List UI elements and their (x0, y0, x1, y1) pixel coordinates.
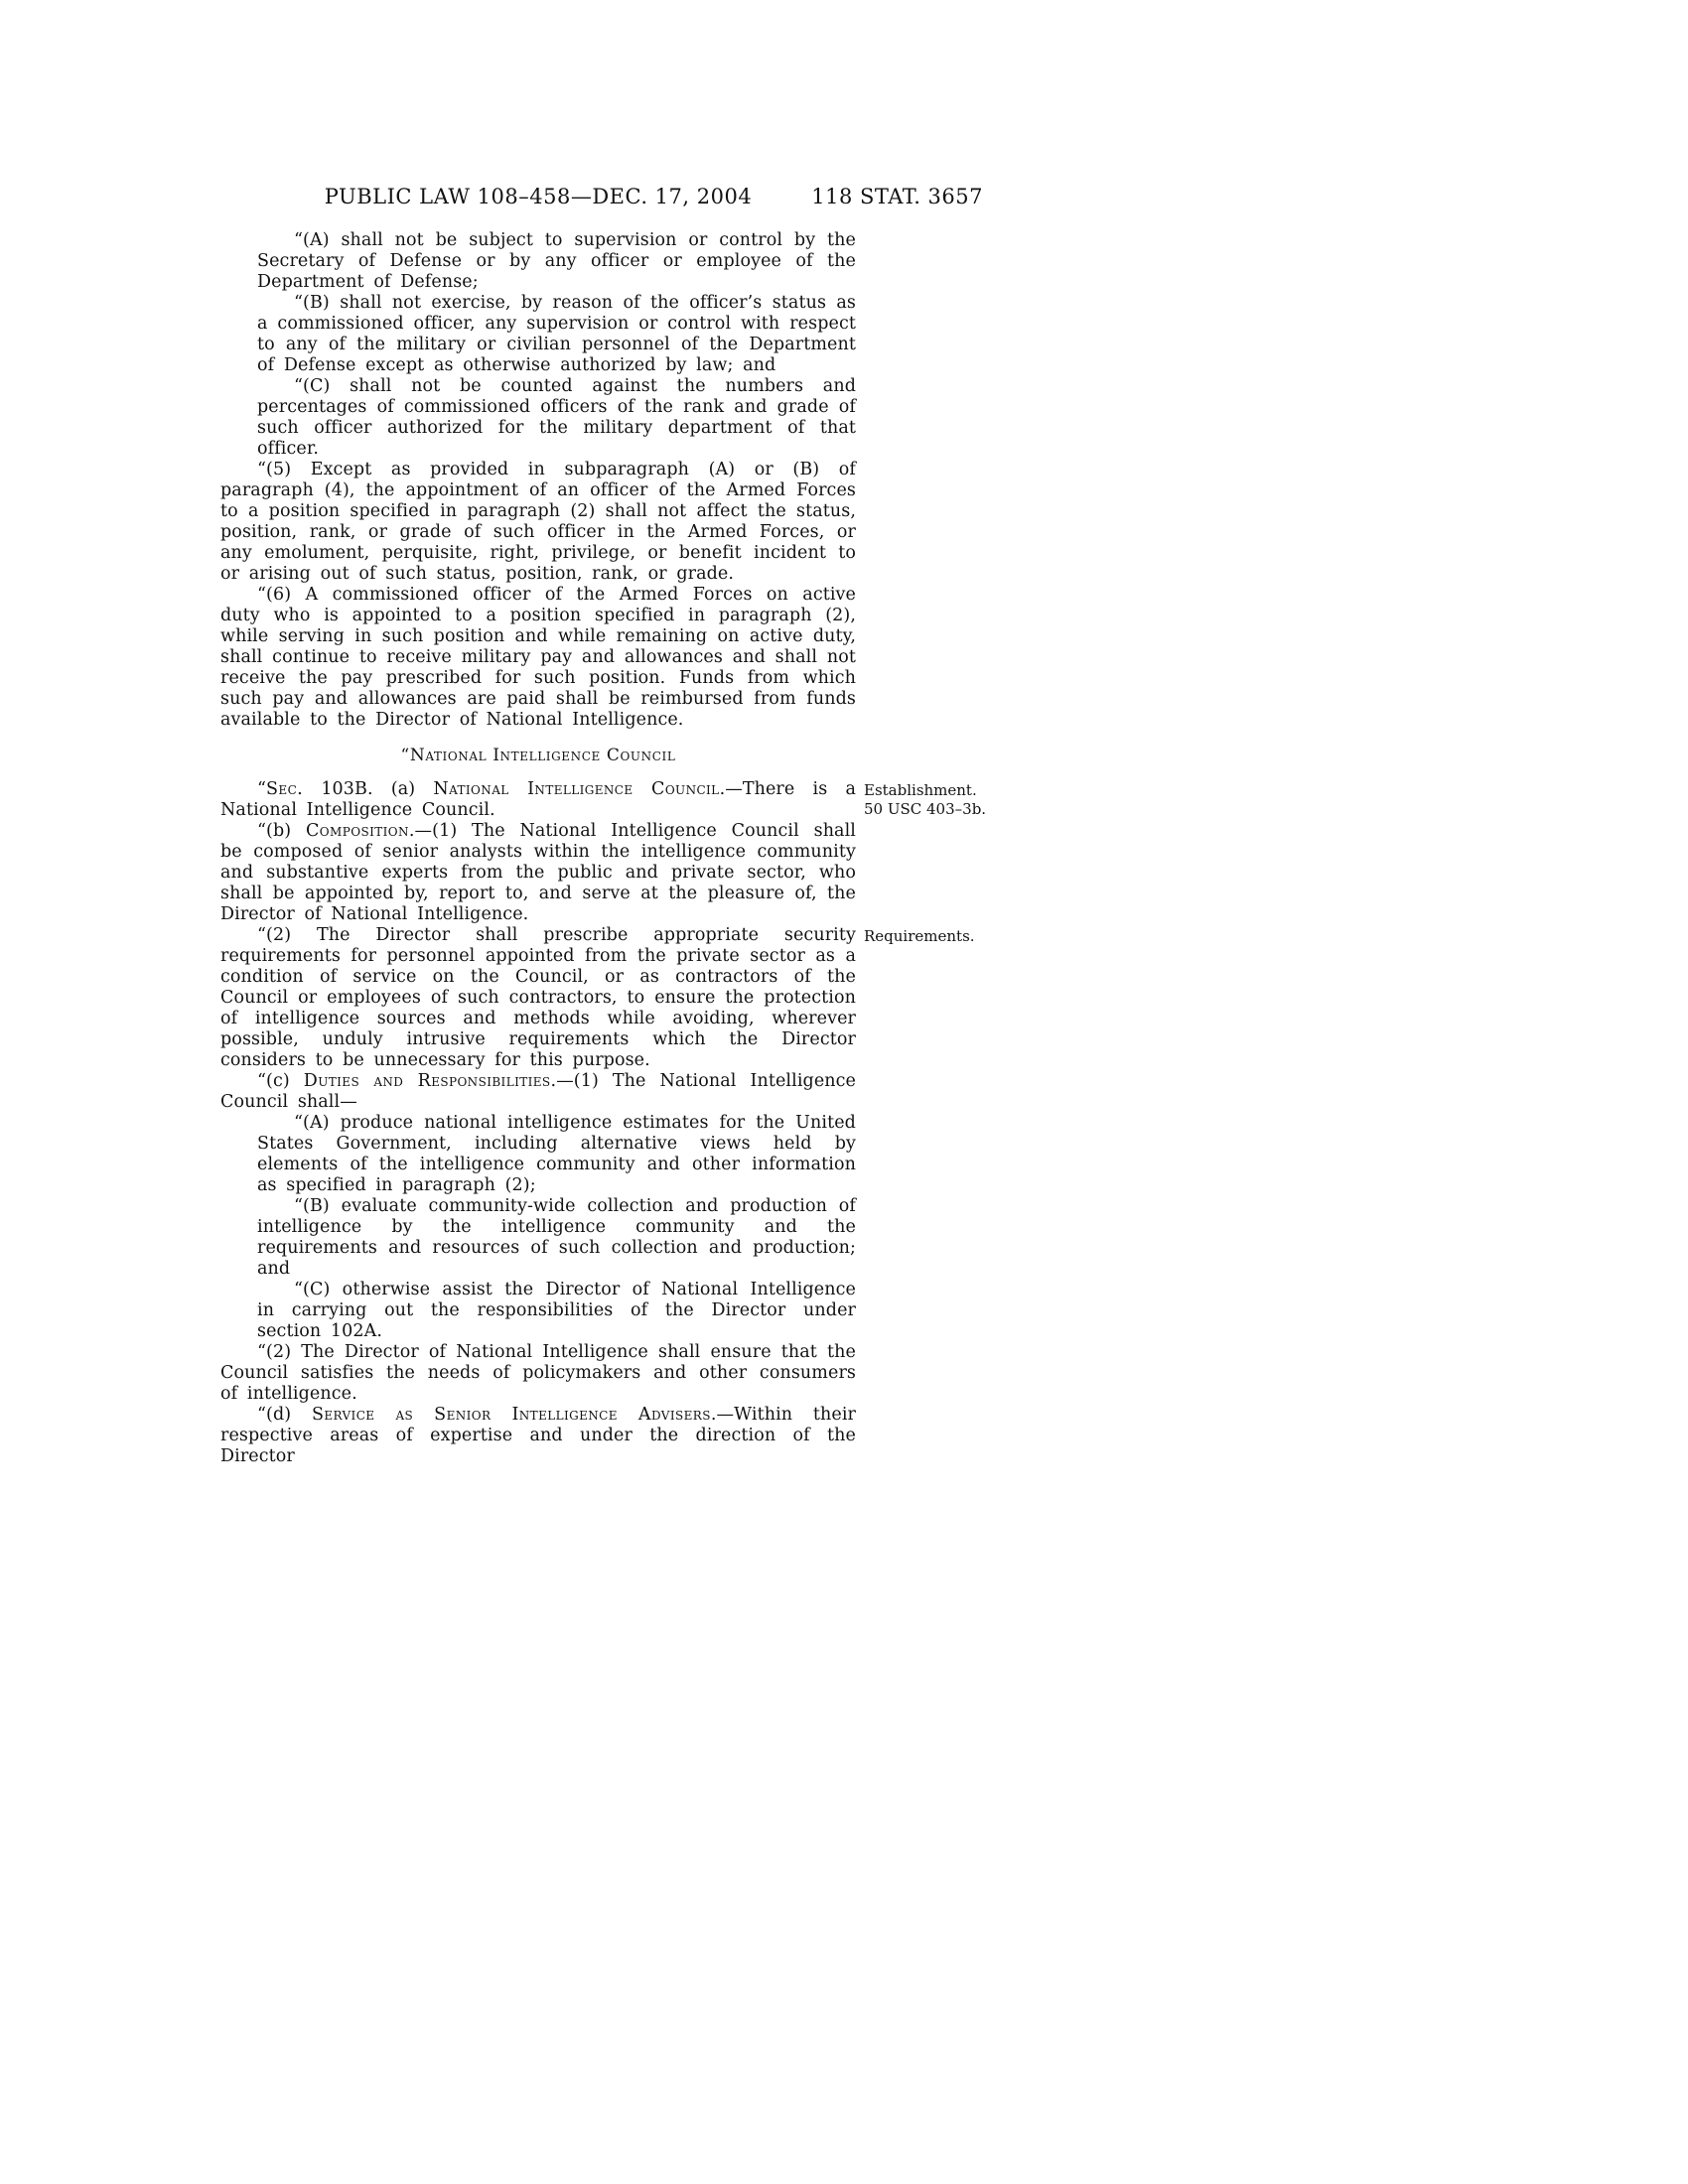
paragraph (257, 376, 856, 460)
text-run: “(C) otherwise assist the Director of National Intelligence in carrying out the responsibilities of the Director under section 102A. (257, 1280, 856, 1341)
margin-note (864, 781, 1013, 818)
text-run: 103B. (a) (303, 779, 434, 799)
page-header (220, 185, 983, 210)
section-heading: “National Intelligence Council (400, 746, 676, 765)
text-run: “(A) produce national intelligence estimates for the United States Government, including alternative views held by elements of the intelligence community and other information as specified in paragraph (2); (257, 1113, 856, 1195)
text-run: “(c) (257, 1071, 304, 1091)
text-run: “(A) shall not be subject to supervision or control by the Secretary of Defense or by any officer or employee of the Department of Defense; (257, 230, 856, 292)
paragraph (257, 1196, 856, 1280)
text-run: Service as Senior Intelligence Advisers (311, 1405, 711, 1425)
paragraph (220, 821, 856, 925)
paragraph (220, 925, 975, 1071)
law-title: PUBLIC LAW 108–458—DEC. 17, 2004 (324, 185, 753, 208)
text-run: National Intelligence Council (433, 779, 720, 799)
text-run: Duties and Responsibilities (303, 1071, 551, 1091)
text-run: “(2) The Director shall prescribe appropriate security requirements for personnel appointed from the private sector as a condition of service on the Council, or as contractors of the Council or employees of such contractors, to ensure the protection of intelligence sources and methods while avoiding, wherever possible, unduly intrusive requirements which the Director considers to be unnecessary for this purpose. (220, 925, 856, 1070)
paragraph (220, 460, 856, 585)
text-run: “(d) (257, 1405, 312, 1425)
text-run: “(5) Except as provided in subparagraph (A) or (B) of paragraph (4), the appointment of an officer of the Armed Forces to a position specified in paragraph (2) shall not affect the status, position, rank, or grade of such officer in the Armed Forces, or any emolument, perquisite, right, privilege, or benefit incident to or arising out of such status, position, rank, or grade. (220, 460, 856, 584)
text-column (220, 230, 987, 1467)
text-run: “(B) evaluate community-wide collection and production of intelligence by the intelligence community and the requirements and resources of such collection and production; and (257, 1196, 856, 1279)
paragraph (257, 293, 856, 376)
paragraph (220, 1405, 856, 1467)
text-run: “(6) A commissioned officer of the Armed Forces on active duty who is appointed to a position specified in paragraph (2), while serving in such position and while remaining on active duty, shall continue to receive military pay and allowances and shall not receive the pay prescribed for such position. Funds from which such pay and allowances are paid shall be reimbursed from funds available to the Director of National Intelligence. (220, 585, 856, 730)
text-run: Sec. (266, 779, 304, 799)
text-run: .—(1) The National Intelligence Council shall be composed of senior analysts within the intelligence community and substantive experts from the public and private sector, who shall be appointed by, report to, and serve at the pleasure of, the Director of National Intelligence. (220, 821, 856, 924)
text-run: .—Within their respective areas of expertise and under the direction of the Director (220, 1405, 856, 1466)
margin-note-line: Establishment. (864, 781, 977, 799)
text-run: “(b) (257, 821, 307, 841)
paragraph (220, 1071, 856, 1113)
paragraph (257, 230, 856, 293)
margin-note (864, 927, 1013, 946)
text-run: “ (257, 779, 267, 799)
text-run: “(C) shall not be counted against the numbers and percentages of commissioned officers of the rank and grade of such officer authorized for the military department of that officer. (257, 376, 856, 459)
stat-number: 118 STAT. 3657 (811, 185, 983, 208)
paragraph (257, 1113, 856, 1196)
text-run: .—(1) The National Intelligence Council shall— (220, 1071, 857, 1112)
paragraph (220, 585, 856, 731)
paragraph (257, 1280, 856, 1342)
text-run: Composition (306, 821, 409, 841)
paragraph (220, 779, 987, 821)
text-run: “(B) shall not exercise, by reason of the officer’s status as a commissioned officer, any supervision or control with respect to any of the military or civilian personnel of the Department of Defense except as otherwise authorized by law; and (257, 293, 856, 375)
text-run: “(2) The Director of National Intelligence shall ensure that the Council satisfies the needs of policymakers and other consumers of intelligence. (220, 1342, 856, 1404)
margin-note-line: 50 USC 403–3b. (864, 799, 987, 818)
text-run: .—There is a National Intelligence Council. (220, 779, 857, 820)
margin-note-line: Requirements. (864, 927, 975, 945)
paragraph (220, 1342, 856, 1405)
